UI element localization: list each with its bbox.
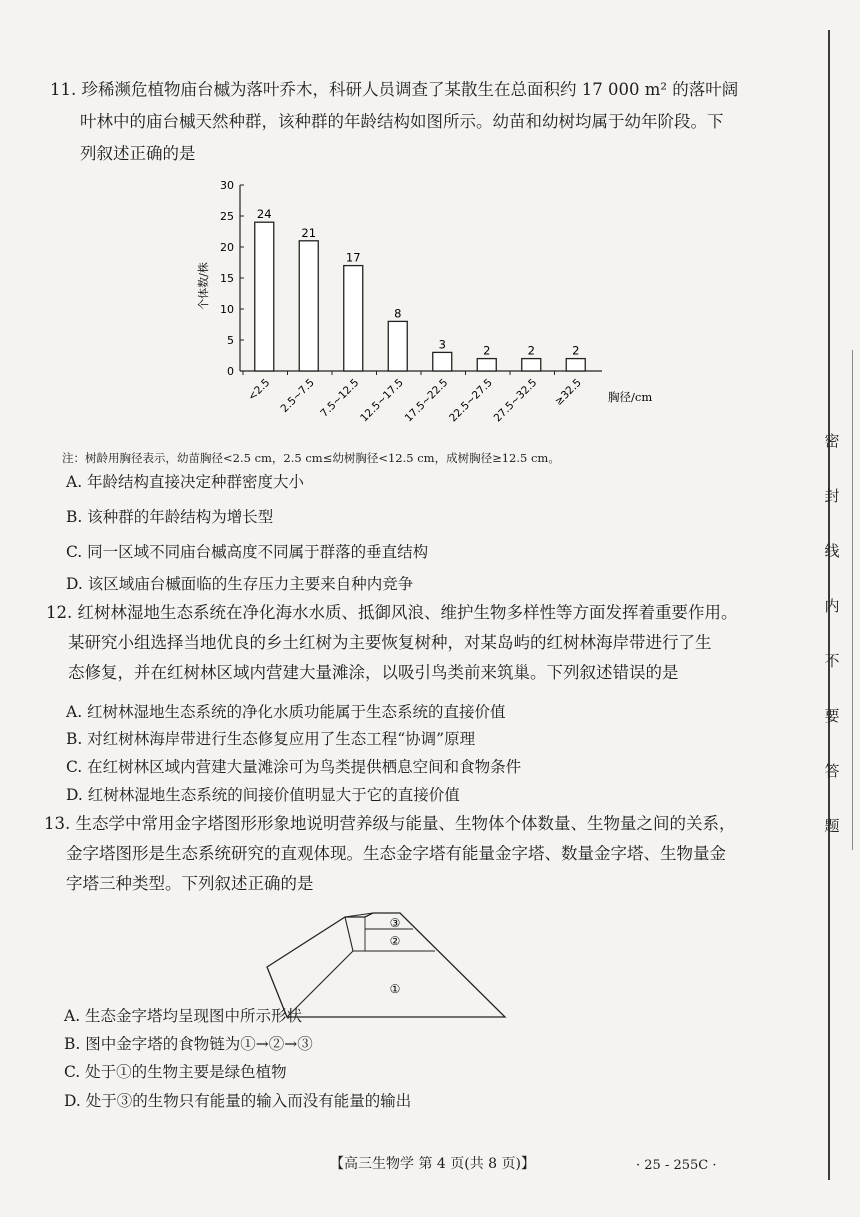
y-tick-label: 5	[227, 334, 234, 347]
stem-line: 某研究小组选择当地优良的乡土红树为主要恢复树种，对某岛屿的红树林海岸带进行了生	[68, 633, 712, 652]
x-tick-label: 12.5~17.5	[358, 376, 406, 425]
seal-char: 不	[824, 652, 840, 670]
bar	[522, 359, 541, 371]
x-tick-label: 7.5~12.5	[318, 376, 362, 420]
stem-line: 叶林中的庙台槭天然种群，该种群的年龄结构如图所示。幼苗和幼树均属于幼年阶段。下	[80, 112, 724, 131]
x-tick-label: 22.5~27.5	[447, 376, 495, 425]
q12-option-d: D. 红树林湿地生态系统的间接价值明显大于它的直接价值	[66, 786, 460, 804]
seal-char: 内	[824, 597, 840, 615]
bar-value-label: 2	[527, 343, 535, 358]
x-tick-label: 2.5~7.5	[278, 376, 317, 415]
question-13-stem	[44, 809, 736, 899]
x-tick-label: 27.5~32.5	[491, 376, 540, 425]
bar-value-label: 3	[438, 337, 446, 352]
binding-line-outer	[852, 350, 853, 850]
y-tick-label: 25	[220, 210, 234, 223]
bar	[388, 321, 407, 371]
q12-option-c: C. 在红树林区域内营建大量滩涂可为鸟类提供栖息空间和食物条件	[66, 758, 522, 776]
bar-value-label: 24	[256, 207, 272, 222]
seal-char: 题	[824, 817, 840, 835]
y-axis-label: 个体数/株	[197, 262, 210, 310]
q13-option-b: B. 图中金字塔的食物链为①→②→③	[64, 1035, 313, 1053]
seal-char: 要	[824, 707, 840, 725]
stem-line: 金字塔图形是生态系统研究的直观体现。生态金字塔有能量金字塔、数量金字塔、生物量金	[66, 844, 726, 863]
stem-line: 12. 红树林湿地生态系统在净化海水水质、抵御风浪、维护生物多样性等方面发挥着重要作用。	[46, 603, 738, 622]
x-tick-label: ≥32.5	[552, 376, 584, 408]
seal-char: 密	[824, 432, 840, 450]
bar	[344, 266, 363, 371]
q12-option-a: A. 红树林湿地生态系统的净化水质功能属于生态系统的直接价值	[66, 703, 506, 721]
seal-char: 封	[824, 487, 840, 505]
q11-option-a: A. 年龄结构直接决定种群密度大小	[66, 473, 305, 491]
y-tick-label: 0	[227, 365, 234, 378]
chart-note: 注：树龄用胸径表示，幼苗胸径<2.5 cm，2.5 cm≤幼树胸径<12.5 cm，成树胸径≥12.5 cm。	[62, 451, 560, 465]
q13-option-d: D. 处于③的生物只有能量的输入而没有能量的输出	[64, 1092, 412, 1110]
q11-option-c: C. 同一区域不同庙台槭高度不同属于群落的垂直结构	[66, 543, 429, 561]
bar	[299, 241, 318, 371]
q13-option-c: C. 处于①的生物主要是绿色植物	[64, 1063, 287, 1081]
y-tick-label: 15	[220, 272, 234, 285]
y-tick-label: 10	[220, 303, 234, 316]
stem-line: 字塔三种类型。下列叙述正确的是	[66, 874, 314, 893]
y-tick-label: 30	[220, 179, 234, 192]
x-tick-label: 17.5~22.5	[402, 376, 451, 425]
x-tick-label: <2.5	[245, 376, 273, 404]
level-2-label: ②	[389, 934, 401, 948]
seal-char: 答	[824, 762, 840, 780]
bar	[566, 359, 585, 371]
q11-option-b: B. 该种群的年龄结构为增长型	[66, 508, 274, 526]
q12-option-b: B. 对红树林海岸带进行生态修复应用了生态工程“协调”原理	[66, 730, 476, 748]
stem-line: 13. 生态学中常用金字塔图形形象地说明营养级与能量、生物体个体数量、生物量之间的关系，	[44, 814, 736, 833]
y-tick-label: 20	[220, 241, 234, 254]
question-11-stem	[50, 74, 738, 170]
stem-line: 11. 珍稀濒危植物庙台槭为落叶乔木，科研人员调查了某散生在总面积约 17 000 m² 的落叶阔	[50, 80, 739, 99]
bar-value-label: 8	[394, 306, 402, 321]
stem-line: 态修复，并在红树林区域内营建大量滩涂，以吸引鸟类前来筑巢。下列叙述错误的是	[68, 663, 679, 682]
x-axis-label: 胸径/cm	[608, 390, 653, 404]
bar	[255, 222, 274, 371]
bar-value-label: 21	[301, 225, 317, 240]
bar-value-label: 2	[572, 343, 580, 358]
level-1-label: ①	[389, 982, 401, 996]
seal-char: 线	[824, 542, 840, 560]
seal-notice	[820, 430, 844, 870]
exam-code: · 25 - 255C ·	[636, 1158, 717, 1173]
stem-line: 列叙述正确的是	[80, 144, 196, 163]
page-footer: 【高三生物学 第 4 页(共 8 页)】	[330, 1156, 535, 1172]
age-structure-chart	[185, 175, 655, 445]
bar-value-label: 17	[345, 250, 361, 265]
pyramid-edge	[345, 917, 353, 951]
bar	[477, 359, 496, 371]
bar-chart-svg	[185, 175, 655, 445]
question-12-stem	[46, 598, 738, 688]
bar	[433, 352, 452, 371]
level-3-label: ③	[389, 916, 401, 930]
q11-option-d: D. 该区域庙台槭面临的生存压力主要来自种内竞争	[66, 575, 414, 593]
bar-value-label: 2	[483, 343, 491, 358]
q13-option-a: A. 生态金字塔均呈现图中所示形状	[64, 1007, 303, 1025]
